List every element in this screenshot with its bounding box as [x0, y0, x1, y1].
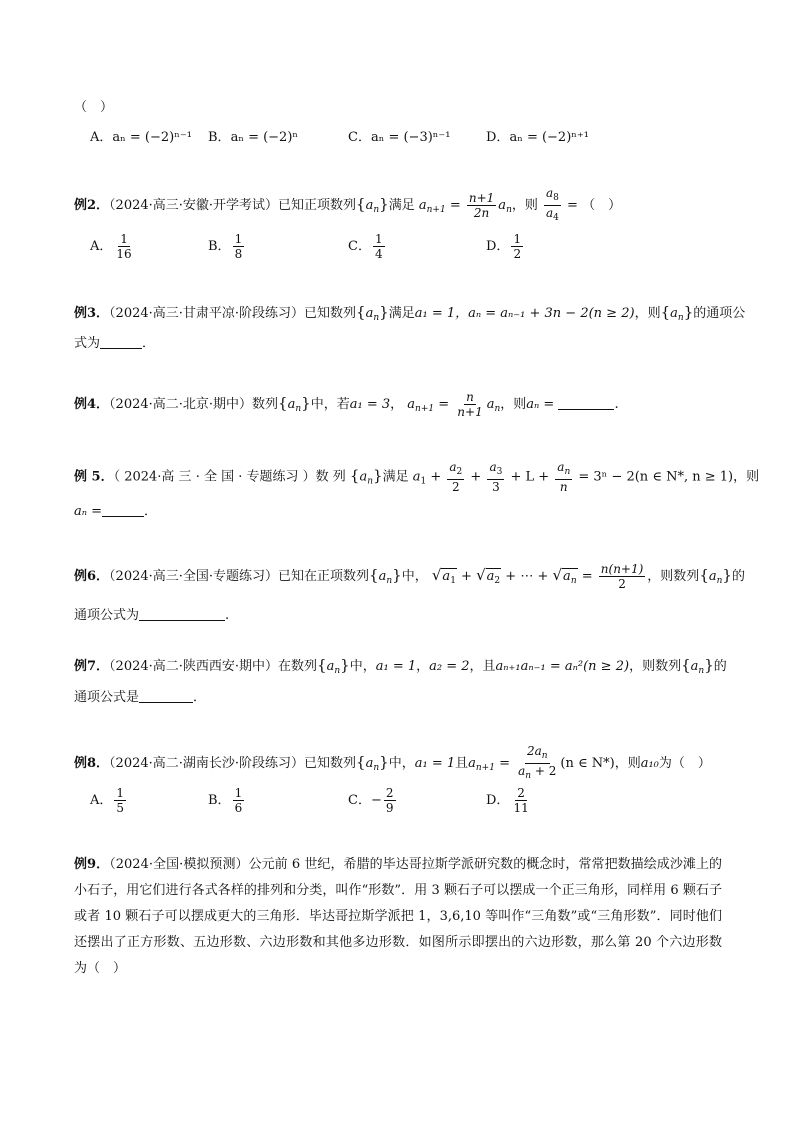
- example-7-cont: [74, 686, 206, 705]
- example-9: [74, 852, 722, 982]
- text: 在数列: [278, 659, 318, 674]
- ex8-option-a[interactable]: [90, 786, 128, 815]
- option-label: A．: [90, 239, 113, 254]
- denominator: 5: [116, 801, 125, 815]
- q1-answer-paren: [74, 96, 113, 115]
- text: 满足: [382, 469, 409, 485]
- option-formula: aₙ = (−3)ⁿ⁻¹: [370, 130, 451, 145]
- ex2-option-a[interactable]: [90, 232, 136, 261]
- text: ，: [390, 397, 404, 412]
- text: 的: [713, 659, 727, 674]
- example-6: 例6．（2024·高三·全国·专题练习）已知在正项数列$\{a_n\}$中， $√a_1 + √a_2$ + ⋯ + $√a_n$ = $\frac{n(n+1)}{2}$ ，则数列$\{a_n\}$的: [74, 562, 745, 591]
- answer-blank[interactable]: [100, 336, 142, 349]
- text: 中，: [388, 756, 415, 771]
- a10-label: a₁₀: [640, 756, 659, 771]
- text: 数 列: [315, 469, 346, 485]
- ex8-option-d[interactable]: [486, 786, 533, 815]
- text: ，: [416, 659, 430, 674]
- text: 已知数列: [304, 306, 357, 321]
- text: 的通项公: [693, 306, 746, 321]
- option-label: D．: [486, 793, 510, 808]
- answer-blank[interactable]: [139, 690, 193, 703]
- ex2-option-d[interactable]: [486, 232, 525, 261]
- text: ，则: [614, 756, 641, 771]
- example-6-cont: [74, 604, 229, 623]
- text: ，则数列: [647, 569, 700, 584]
- text: 已知数列: [304, 756, 357, 771]
- denominator: 8: [234, 247, 243, 261]
- text: 中，: [349, 659, 376, 674]
- q1-option-b[interactable]: [208, 126, 298, 145]
- condition: a₁ = 1，aₙ = aₙ₋₁ + 3n − 2(n ≥ 2): [414, 306, 635, 321]
- example-tag: 例4．: [74, 397, 110, 412]
- example-source: （2024·高三·安徽·开学考试）: [109, 198, 279, 213]
- option-label: C．: [348, 130, 371, 145]
- numerator: 1: [116, 786, 125, 800]
- option-label: D．: [486, 239, 510, 254]
- text: ．: [144, 504, 158, 519]
- denominator: 11: [513, 801, 529, 815]
- text: ，则: [733, 469, 760, 485]
- example-3-cont: [74, 332, 155, 351]
- answer-blank[interactable]: [102, 504, 144, 517]
- fraction: $\frac{n+1}{2n}$: [468, 191, 495, 220]
- option-label: B．: [208, 793, 231, 808]
- numerator: 1: [120, 232, 128, 246]
- numerator: 1: [513, 232, 522, 246]
- a1-value: a₁ = 1: [414, 756, 456, 771]
- numerator: 2: [517, 786, 525, 800]
- example-5: 例 5．（ 2024·高 三 · 全 国 · 专题练习 ）数 列 $\{a_n\}$满足 $a_1$ + $\frac{a_2}{2}$ + $\frac{a_3}{3}$ + L + $\frac{a_n}{n}$ = 3ⁿ − 2(n ∈ N*, n ≥ 1)，则: [74, 460, 760, 494]
- text: 满足: [388, 306, 415, 321]
- example-source: （ 2024·高 三 · 全 国 · 专题练习 ）: [113, 469, 316, 485]
- text: .: [614, 397, 619, 412]
- text: 的: [731, 569, 745, 584]
- option-formula: aₙ = (−2)ⁿ: [230, 130, 299, 145]
- an-label: aₙ =: [526, 397, 555, 412]
- recurrence: aₙ₊₁aₙ₋₁ = aₙ²(n ≥ 2): [495, 659, 630, 674]
- example-source: （2024·高三·全国·专题练习）: [109, 569, 279, 584]
- example-tag: 例6．: [74, 569, 110, 584]
- fraction: $\frac{a_8}{a_4}$: [546, 186, 559, 223]
- text: ，则数列: [629, 659, 682, 674]
- text: ，则: [634, 306, 661, 321]
- ex8-option-b[interactable]: [208, 786, 246, 815]
- option-label: D．: [486, 130, 510, 145]
- example-source: （2024·高二·陕西西安·期中）: [109, 659, 279, 674]
- example-5-cont: [74, 500, 157, 519]
- text: 中，若: [310, 397, 350, 412]
- example-tag: 例 5．: [74, 469, 114, 485]
- example-source: （2024·高二·湖南长沙·阶段练习）: [109, 756, 305, 771]
- a2-value: a₂ = 2: [429, 659, 470, 674]
- example-3: 例3．（2024·高三·甘肃平凉·阶段练习）已知数列$\{a_n\}$满足a₁ = 1，aₙ = aₙ₋₁ + 3n − 2(n ≥ 2)，则$\{a_n\}$的通项公: [74, 303, 746, 323]
- text: 通项公式是: [74, 690, 140, 705]
- q1-option-a[interactable]: [90, 126, 192, 145]
- text: ，则: [511, 198, 538, 213]
- numerator: 2: [385, 786, 394, 800]
- text: 已知在正项数列: [278, 569, 370, 584]
- text: 满足: [388, 198, 415, 213]
- denominator: 16: [116, 247, 132, 261]
- denominator: 2: [513, 247, 522, 261]
- condition: = 3ⁿ − 2(n ∈ N*, n ≥ 1): [578, 469, 734, 485]
- ex2-option-c[interactable]: [348, 232, 387, 261]
- option-label: A．: [90, 130, 113, 145]
- option-label: C．: [348, 239, 371, 254]
- numerator: 1: [234, 232, 243, 246]
- numerator: 1: [234, 786, 243, 800]
- text: ．: [142, 336, 156, 351]
- example-7: 例7．（2024·高二·陕西西安·期中）在数列$\{a_n\}$中，a₁ = 1，a₂ = 2，且aₙ₊₁aₙ₋₁ = aₙ²(n ≥ 2)，则数列$\{a_n\}$的: [74, 656, 727, 676]
- option-label: C．: [348, 793, 371, 808]
- text: ，则: [500, 397, 527, 412]
- denominator: 6: [234, 801, 243, 815]
- example-tag: 例7．: [74, 659, 110, 674]
- ex2-option-b[interactable]: [208, 232, 246, 261]
- example-tag: 例9．: [74, 857, 110, 872]
- example-tag: 例8．: [74, 756, 110, 771]
- q1-paren-text: （ ）: [74, 100, 114, 115]
- answer-blank[interactable]: [558, 397, 614, 410]
- text: ．: [193, 690, 207, 705]
- denominator: 9: [385, 801, 394, 815]
- a1-value: a₁ = 1: [375, 659, 417, 674]
- text: 且: [455, 756, 469, 771]
- text: 式为: [74, 336, 101, 351]
- example-source: （2024·高三·甘肃平凉·阶段练习）: [109, 306, 305, 321]
- option-label: A．: [90, 793, 113, 808]
- option-label: B．: [208, 130, 231, 145]
- example-8: 例8．（2024·高二·湖南长沙·阶段练习）已知数列$\{a_n\}$中，a₁ = 1且$a_{n+1}$ = $\frac{2a_n}{a_n + 2}$ (n ∈ N*)，则a₁₀为（ ）: [74, 744, 711, 781]
- answer-blank[interactable]: [139, 608, 225, 621]
- ex8-option-c[interactable]: [348, 786, 398, 815]
- option-sign: −: [370, 793, 382, 808]
- example-body: （2024·全国·模拟预测）公元前 6 世纪，希腊的毕达哥拉斯学派研究数的概念时，常常把数描绘成沙滩上的小石子，用它们进行各式各样的排列和分类，叫作“形数”．用 3 颗石子可以摆成一个正三角形，同样用 6 颗石子或者 10 颗石子可以摆成更大的三角形．毕达哥拉斯学派把 1，3,6,10 等叫作“三角数”或“三角形数”．同时他们还摆出了正方形数、五边形数、六边形数和其他多边形数．如图所示即摆出的六边形数，那么第 20 个六边形数为（ ）: [74, 857, 722, 976]
- q1-option-c[interactable]: [348, 126, 451, 145]
- option-label: B．: [208, 239, 231, 254]
- q1-option-d[interactable]: [486, 126, 589, 145]
- numerator: 1: [374, 232, 383, 246]
- example-tag: 例2．: [74, 198, 110, 213]
- text: 为（ ）: [658, 756, 711, 771]
- text: 通项公式为: [74, 608, 140, 623]
- example-source: （2024·高二·北京·期中）: [109, 397, 253, 412]
- text: ，且: [469, 659, 496, 674]
- condition: (n ∈ N*): [560, 756, 615, 771]
- example-2: 例2．（2024·高三·安徽·开学考试）已知正项数列$\{a_n\}$满足 $a_{n+1}$ = $\frac{n+1}{2n}$ $a_n$，则 $\frac{a_8}{a_4}$ = （ ）: [74, 186, 622, 223]
- an-label: aₙ =: [74, 504, 103, 519]
- example-tag: 例3．: [74, 306, 110, 321]
- text: 中，: [401, 569, 428, 584]
- option-formula: aₙ = (−2)ⁿ⁻¹: [112, 130, 192, 145]
- text: 数列: [252, 397, 279, 412]
- denominator: 4: [374, 247, 383, 261]
- a1-value: a₁ = 3: [349, 397, 391, 412]
- text: .: [225, 608, 230, 623]
- text: （ ）: [582, 198, 622, 213]
- fraction: $\frac{n}{n+1}$: [457, 390, 483, 419]
- example-4: 例4．（2024·高二·北京·期中）数列$\{a_n\}$中，若a₁ = 3， $a_{n+1}$ = $\frac{n}{n+1}$ $a_n$，则aₙ = .: [74, 390, 619, 419]
- text: 已知正项数列: [278, 198, 357, 213]
- option-formula: aₙ = (−2)ⁿ⁺¹: [509, 130, 589, 145]
